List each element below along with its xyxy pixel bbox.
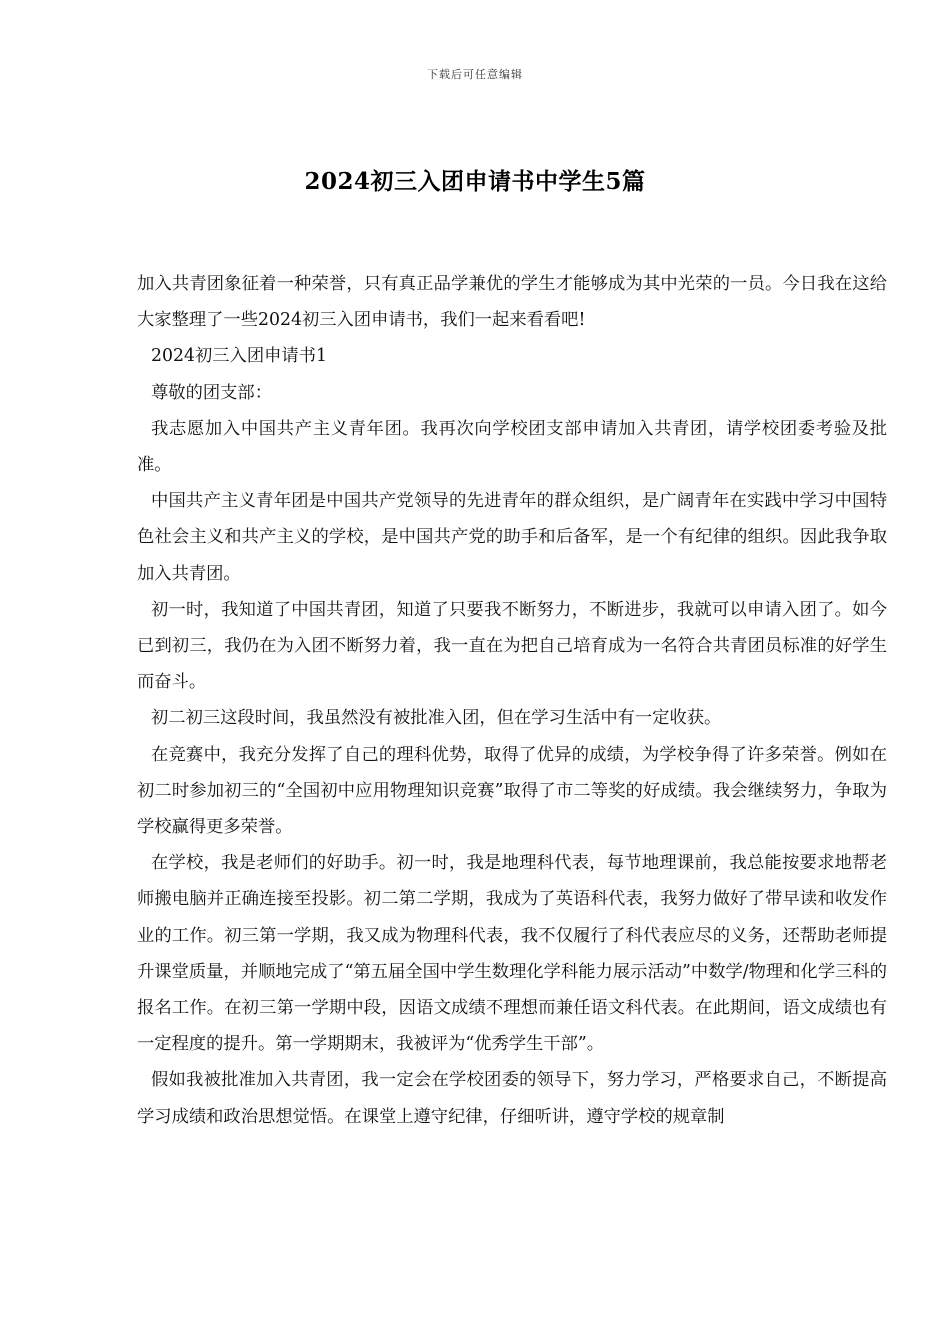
paragraph: 初一时，我知道了中国共青团，知道了只要我不断努力，不断进步，我就可以申请入团了。如今已到初三，我仍在为入团不断努力着，我一直在为把自己培育成为一名符合共青团员标准的好学生而奋斗。 (137, 599, 887, 693)
paragraph: 初二初三这段时间，我虽然没有被批准入团，但在学习生活中有一定收获。 (151, 708, 722, 729)
salutation: 尊敬的团支部： (151, 382, 272, 403)
page-header-note: 下载后可任意编辑 (427, 68, 523, 81)
paragraph: 在学校，我是老师们的好助手。初一时，我是地理科代表，每节地理课前，我总能按要求地帮老师搬电脑并正确连接至投影。初二第二学期，我成为了英语科代表，我努力做好了带早读和收发作业的工作。初三第一学期，我又成为物理科代表，我不仅履行了科代表应尽的义务，还帮助老师提升课堂质量，并顺地完成了“第五届全国中学生数理化学科能力展示活动”中数学/物理和化学三科的报名工作。在初三第一学期中段，因语文成绩不理想而兼任语文科代表。在此期间，语文成绩也有一定程度的提升。第一学期期末，我被评为“优秀学生干部”。 (137, 853, 887, 1055)
paragraph: 我志愿加入中国共产主义青年团。我再次向学校团支部申请加入共青团，请学校团委考验及批准。 (137, 418, 887, 476)
paragraph: 假如我被批准加入共青团，我一定会在学校团委的领导下，努力学习，严格要求自己，不断提高学习成绩和政治思想觉悟。在课堂上遵守纪律，仔细听讲，遵守学校的规章制 (137, 1070, 887, 1127)
paragraph: 在竞赛中，我充分发挥了自己的理科优势，取得了优异的成绩，为学校争得了许多荣誉。例如在初二时参加初三的“全国初中应用物理知识竞赛”取得了市二等奖的好成绩。我会继续努力，争取为学校赢得更多荣誉。 (137, 744, 887, 838)
paragraph: 中国共产主义青年团是中国共产党领导的先进青年的群众组织，是广阔青年在实践中学习中国特色社会主义和共产主义的学校，是中国共产党的助手和后备军，是一个有纪律的组织。因此我争取加入共青团。 (137, 491, 887, 584)
paragraph-intro: 加入共青团象征着一种荣誉，只有真正品学兼优的学生才能够成为其中光荣的一员。今日我在这给大家整理了一些2024初三入团申请书，我们一起来看看吧! (137, 274, 887, 331)
document-title: 2024初三入团申请书中学生5篇 (304, 168, 646, 195)
document-body (137, 266, 887, 1135)
section-heading: 2024初三入团申请书1 (151, 346, 327, 367)
